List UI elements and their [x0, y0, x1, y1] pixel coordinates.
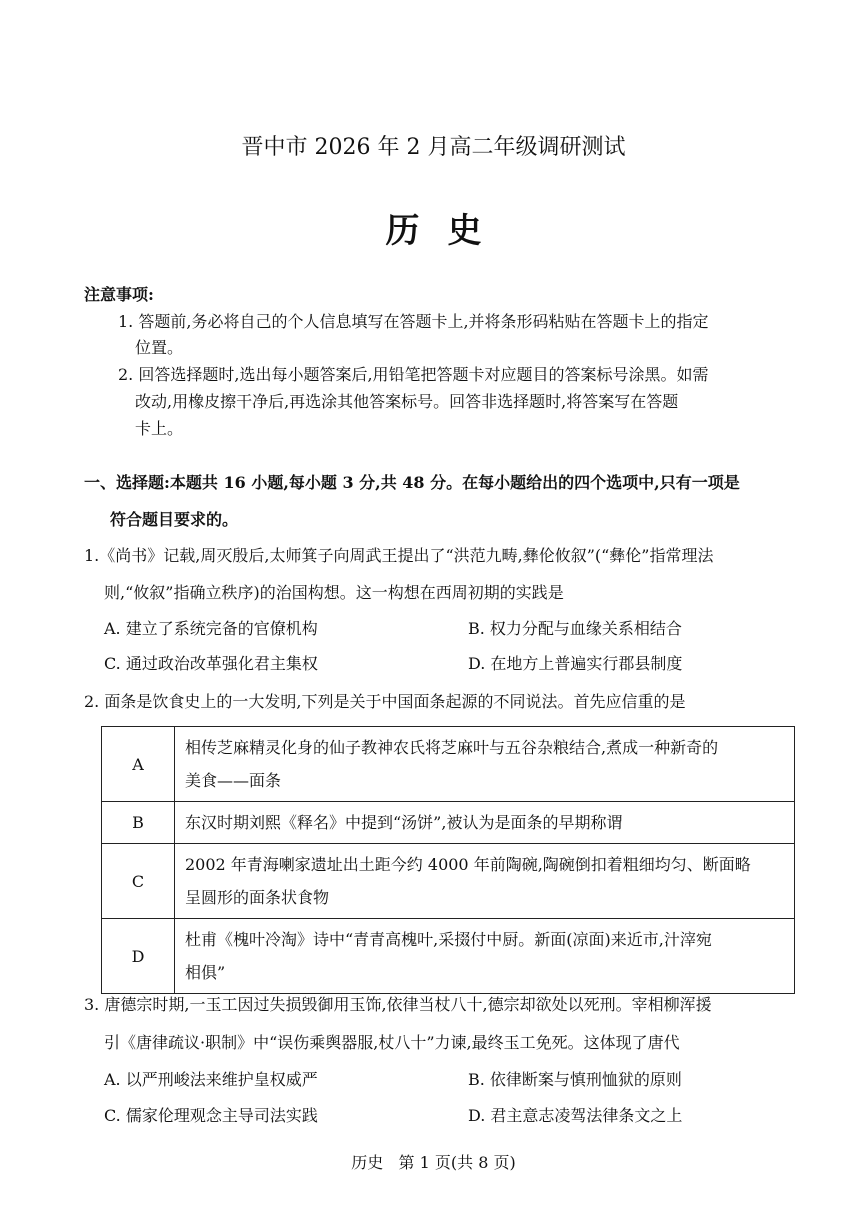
notice-item-2: 2. 回答选择题时,选出每小题答案后,用铅笔把答题卡对应题目的答案标号涂黑。如需	[118, 365, 709, 384]
table-cell-label: B	[102, 802, 175, 844]
q3-option-d: D. 君主意志凌驾法律条文之上	[468, 1106, 683, 1125]
q1-option-c: C. 通过政治改革强化君主集权	[104, 654, 318, 673]
q1-stem-line-2: 则,“攸叙”指确立秩序)的治国构想。这一构想在西周初期的实践是	[104, 583, 564, 602]
q1-option-d: D. 在地方上普遍实行郡县制度	[468, 654, 683, 673]
q1-option-b: B. 权力分配与血缘关系相结合	[468, 619, 682, 638]
table-row	[102, 727, 795, 802]
table-cell-text	[175, 727, 795, 802]
notice-heading: 注意事项:	[84, 285, 154, 304]
table-cell-text	[175, 844, 795, 919]
table-cell-line: 杜甫《槐叶冷淘》诗中“青青高槐叶,采掇付中厨。新面(凉面)来近市,汁滓宛	[185, 930, 712, 949]
table-cell-label: C	[102, 844, 175, 919]
table-cell-line: 美食——面条	[185, 771, 282, 790]
table-row	[102, 802, 795, 844]
table-cell-label: A	[102, 727, 175, 802]
table-cell-text	[175, 802, 795, 844]
q1-option-a: A. 建立了系统完备的官僚机构	[104, 619, 318, 638]
notice-item-1-cont: 位置。	[135, 338, 184, 357]
notice-item-1: 1. 答题前,务必将自己的个人信息填写在答题卡上,并将条形码粘贴在答题卡上的指定	[118, 312, 709, 331]
section-1-line-1: 一、选择题:本题共 16 小题,每小题 3 分,共 48 分。在每小题给出的四个选项中,只有一项是	[84, 473, 740, 492]
q3-option-b: B. 依律断案与慎刑恤狱的原则	[468, 1070, 682, 1089]
table-cell-line: 东汉时期刘熙《释名》中提到“汤饼”,被认为是面条的早期称谓	[185, 813, 623, 832]
q1-stem-line-1: 1.《尚书》记载,周灭殷后,太师箕子向周武王提出了“洪范九畴,彝伦攸叙”(“彝伦”指常理法	[84, 546, 714, 565]
q3-option-a: A. 以严刑峻法来维护皇权威严	[104, 1070, 318, 1089]
table-cell-line: 2002 年青海喇家遗址出土距今约 4000 年前陶碗,陶碗倒扣着粗细均匀、断面略	[185, 855, 751, 874]
table-cell-label: D	[102, 919, 175, 994]
q3-stem-line-2: 引《唐律疏议·职制》中“误伤乘舆器服,杖八十”力谏,最终玉工免死。这体现了唐代	[104, 1033, 680, 1052]
table-cell-line: 相传芝麻精灵化身的仙子教神农氏将芝麻叶与五谷杂粮结合,煮成一种新奇的	[185, 738, 719, 757]
notice-item-2-cont: 改动,用橡皮擦干净后,再选涂其他答案标号。回答非选择题时,将答案写在答题	[135, 392, 679, 411]
q3-stem-line-1: 3. 唐德宗时期,一玉工因过失损毁御用玉饰,依律当杖八十,德宗却欲处以死刑。宰相柳浑援	[84, 995, 712, 1014]
notice-item-2-cont2: 卡上。	[135, 419, 184, 438]
q2-option-table	[101, 726, 795, 994]
page-footer: 历史 第 1 页(共 8 页)	[351, 1153, 516, 1172]
table-cell-line: 呈圆形的面条状食物	[185, 888, 330, 907]
exam-title: 晋中市 2026 年 2 月高二年级调研测试	[241, 135, 626, 160]
table-row	[102, 919, 795, 994]
q3-option-c: C. 儒家伦理观念主导司法实践	[104, 1106, 318, 1125]
table-cell-line: 相俱”	[185, 963, 226, 982]
q2-stem: 2. 面条是饮食史上的一大发明,下列是关于中国面条起源的不同说法。首先应信重的是	[84, 692, 686, 711]
table-row	[102, 844, 795, 919]
section-1-line-2: 符合题目要求的。	[110, 510, 239, 529]
table-cell-text	[175, 919, 795, 994]
subject-title: 历史	[385, 211, 510, 251]
